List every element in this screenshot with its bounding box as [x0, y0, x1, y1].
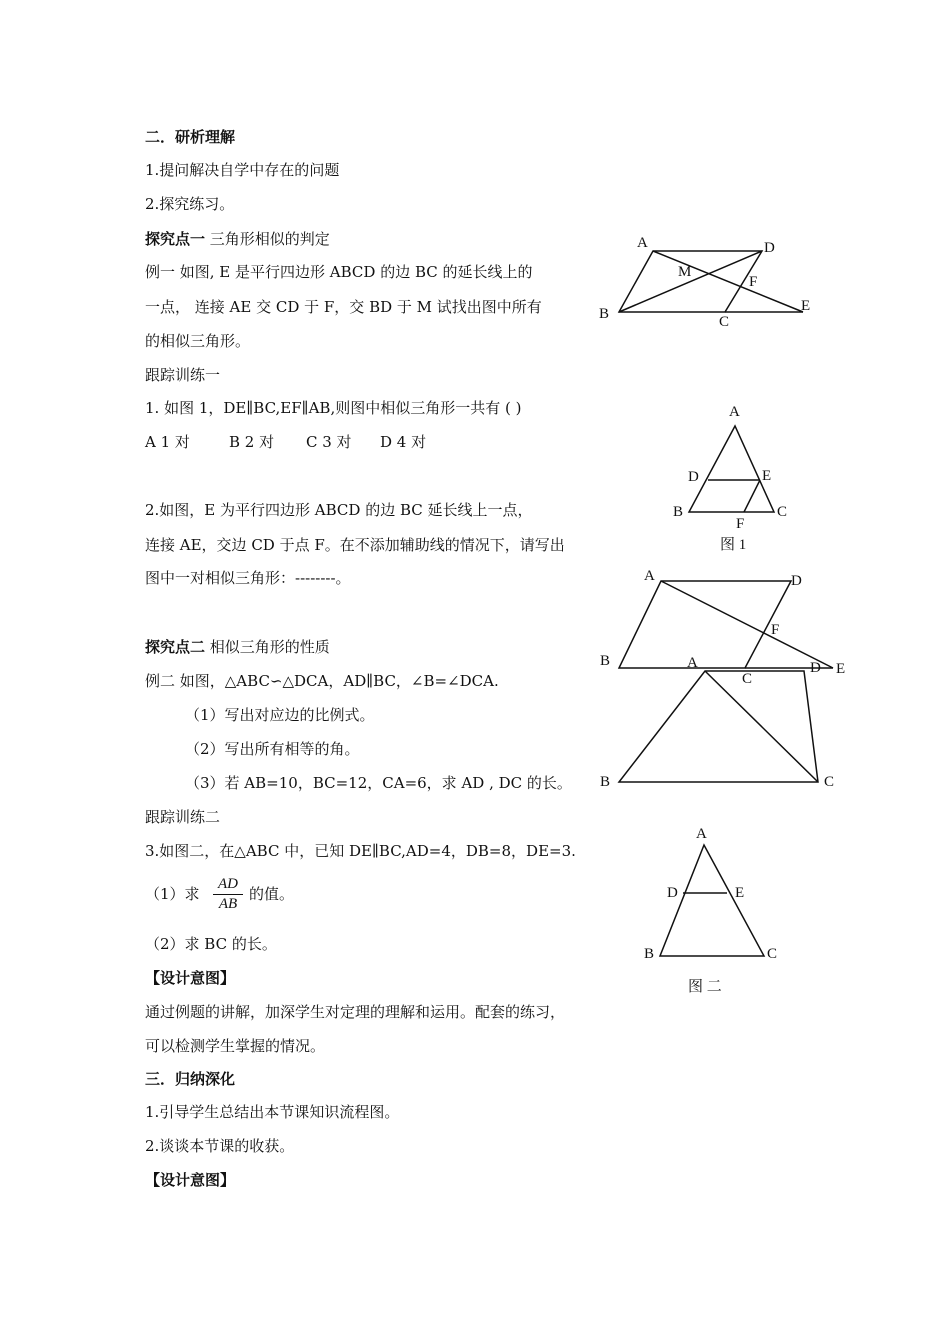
example-2-sub-1: （1）写出对应边的比例式。	[185, 706, 375, 724]
figure-example-2	[600, 655, 834, 790]
label-f: F	[736, 516, 745, 532]
figure-1-caption: 图 1	[720, 537, 747, 553]
label-b: B	[600, 653, 611, 669]
label-d: D	[791, 573, 802, 589]
example-1-line-1: 例一 如图, E 是平行四边形 ABCD 的边 BC 的延长线上的	[145, 263, 533, 281]
label-d: D	[667, 885, 678, 901]
label-b: B	[600, 774, 611, 790]
figure-question-2	[600, 568, 845, 687]
trapezoid-abcd	[619, 671, 818, 782]
label-e: E	[735, 885, 745, 901]
question-3-sub-2: （2）求 BC 的长。	[145, 935, 277, 953]
figure-example-1	[599, 235, 810, 330]
label-c: C	[824, 774, 835, 790]
design-intent-line-1: 通过例题的讲解，加深学生对定理的理解和运用。配套的练习，	[145, 1003, 566, 1021]
practice-2-heading: 跟踪训练二	[145, 808, 221, 826]
label-f: F	[771, 622, 780, 638]
label-m: M	[678, 264, 692, 280]
section2-item-2: 2.探究练习。	[145, 195, 235, 213]
label-d: D	[688, 469, 699, 485]
question-3-sub-1-suffix: 的值。	[249, 885, 295, 903]
segment-bd	[619, 251, 762, 312]
question-2-line-2: 连接 AE，交边 CD 于点 F。在不添加辅助线的情况下，请写出	[145, 536, 565, 554]
segment-ac	[705, 671, 818, 782]
question-3: 3.如图二，在△ABC 中，已知 DE∥BC,AD=4，DB=8，DE=3.	[145, 842, 576, 860]
label-b: B	[644, 946, 655, 962]
example-1-line-2: 一点， 连接 AE 交 CD 于 F，交 BD 于 M 试找出图中所有	[145, 298, 542, 316]
section3-item-1: 1.引导学生总结出本节课知识流程图。	[145, 1103, 400, 1121]
explore-point-2-title: 相似三角形的性质	[205, 638, 330, 656]
label-b: B	[673, 504, 684, 520]
section2-item-1: 1.提问解决自学中存在的问题	[145, 161, 340, 179]
design-intent-line-2: 可以检测学生掌握的情况。	[145, 1037, 326, 1055]
fraction-numerator: AD	[218, 876, 238, 892]
example-2-sub-3: （3）若 AB=10，BC=12，CA=6，求 AD , DC 的长。	[185, 774, 572, 792]
label-c: C	[719, 314, 730, 330]
question-3-sub-1-prefix: （1）求	[145, 885, 200, 903]
label-d: D	[810, 660, 821, 676]
figure-2	[644, 826, 777, 995]
label-f: F	[749, 274, 758, 290]
explore-point-2-label: 探究点二	[145, 638, 206, 656]
label-a: A	[644, 568, 655, 584]
question-1-option-d: D 4 对	[380, 433, 427, 451]
question-2-line-1: 2.如图，E 为平行四边形 ABCD 的边 BC 延长线上一点，	[145, 501, 533, 519]
example-2: 例二 如图，△ABC∽△DCA，AD∥BC，∠B=∠DCA.	[145, 672, 499, 690]
label-c: C	[777, 504, 788, 520]
label-e: E	[836, 661, 846, 677]
explore-point-1-label: 探究点一	[145, 230, 206, 248]
label-a: A	[729, 404, 740, 420]
practice-1-heading: 跟踪训练一	[145, 366, 221, 384]
label-a: A	[696, 826, 707, 842]
parallelogram-abcd	[619, 581, 791, 668]
section-heading-2: 二．研析理解	[145, 128, 236, 146]
question-1: 1. 如图 1，DE∥BC,EF∥AB,则图中相似三角形一共有 ( )	[145, 399, 522, 417]
figure-1	[673, 404, 787, 553]
example-1-line-3: 的相似三角形。	[145, 332, 251, 350]
question-1-option-c: C 3 对	[306, 433, 352, 451]
design-intent-heading-1: 【设计意图】	[145, 969, 236, 987]
label-c: C	[742, 671, 753, 687]
label-e: E	[762, 468, 772, 484]
question-1-option-b: B 2 对	[229, 433, 275, 451]
example-2-sub-2: （2）写出所有相等的角。	[185, 740, 360, 758]
question-1-option-a: A 1 对	[145, 433, 190, 451]
question-2-line-3: 图中一对相似三角形：--------。	[145, 569, 351, 587]
label-e: E	[801, 298, 811, 314]
segment-ef	[744, 480, 760, 512]
figure-2-caption: 图 二	[688, 979, 722, 995]
fraction-denominator: AB	[218, 896, 238, 912]
label-b: B	[599, 306, 610, 322]
label-d: D	[764, 240, 775, 256]
label-c: C	[767, 946, 778, 962]
label-a: A	[687, 655, 698, 671]
design-intent-heading-2: 【设计意图】	[145, 1171, 236, 1189]
explore-point-1-title: 三角形相似的判定	[205, 230, 330, 248]
label-a: A	[637, 235, 648, 251]
segment-ae	[653, 251, 803, 312]
section-heading-3: 三．归纳深化	[145, 1070, 236, 1088]
section3-item-2: 2.谈谈本节课的收获。	[145, 1137, 295, 1155]
